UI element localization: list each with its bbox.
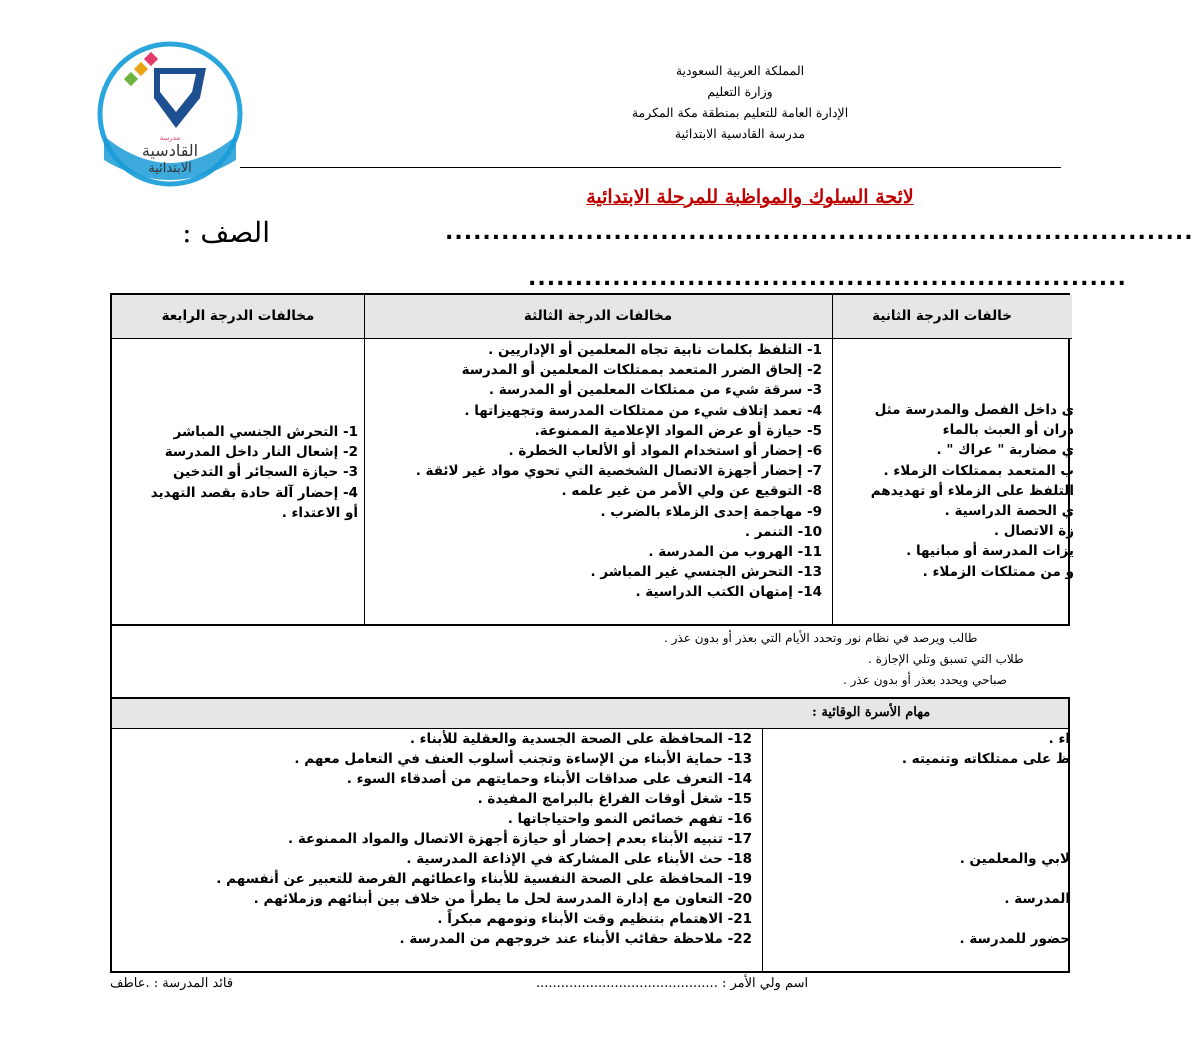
list-item: 13- التحرش الجنسي غير المباشر . [590, 564, 822, 581]
list-item: 2- إشعال النار داخل المدرسة [164, 444, 358, 461]
list-item: اء . [1048, 731, 1070, 747]
second-degree-list [834, 400, 1074, 582]
list-item: التلفظ على الزملاء أو تهديدهم [870, 482, 1074, 499]
note-line: طلاب التي تسبق وتلي الإجازة . [868, 652, 1024, 666]
principal-name: قائد المدرسة : .عاطف [110, 976, 234, 991]
list-item: 6- إحضار أو استخدام المواد أو الألعاب الخطرة . [508, 443, 822, 460]
fourth-degree-list [112, 422, 358, 523]
svg-text:مدرسة: مدرسة [159, 134, 181, 142]
list-item: حضور للمدرسة . [959, 931, 1070, 947]
parent-name-field: اسم ولي الأمر : ............................................ [536, 976, 809, 991]
violations-table [110, 293, 1074, 626]
header-second-degree: خالفات الدرجة الثانية [832, 295, 1072, 339]
list-item: 15- شغل أوقات الفراغ بالبرامج المفيدة . [477, 791, 752, 807]
list-item: 17- تنبيه الأبناء بعدم إحضار أو حيازة أجهزة الاتصال والمواد الممنوعة . [287, 831, 752, 847]
attendance-notes [110, 626, 1072, 698]
third-degree-list [364, 340, 822, 603]
family-duties-right-list [764, 729, 1070, 949]
column-divider [762, 729, 763, 971]
family-duties-table [110, 697, 1070, 973]
family-duties-left-list [112, 729, 752, 949]
signature-footer [110, 976, 1060, 1000]
list-item: و من ممتلكات الزملاء . [922, 563, 1074, 580]
list-item: 21- الاهتمام بتنظيم وقت الأبناء ونومهم مبكراً . [437, 911, 752, 927]
list-item: ظ على ممتلكاته وتنميته . [901, 751, 1070, 767]
list-item [764, 829, 1070, 849]
list-item [764, 789, 1070, 809]
header-line: وزارة التعليم [707, 84, 773, 99]
list-item: 2- إلحاق الضرر المتعمد بممتلكات المعلمين أو المدرسة [461, 362, 822, 379]
list-item: 4- تعمد إتلاف شيء من ممتلكات المدرسة وتجهيزاتها . [464, 402, 822, 419]
document-title: لائحة السلوك والمواظبة للمرحلة الابتدائية [586, 186, 914, 208]
list-item [764, 809, 1070, 829]
list-item: 3- سرقة شيء من ممتلكات المعلمين أو المدرسة . [488, 382, 822, 399]
list-item: ي الحصة الدراسية . [944, 503, 1074, 520]
list-item: 8- التوقيع عن ولي الأمر من غير علمه . [561, 483, 822, 500]
list-item: 1- التلفظ بكلمات نابية تجاه المعلمين أو الإداريين . [488, 342, 822, 358]
list-item: المدرسة . [1004, 891, 1070, 907]
header-line: مدرسة القادسية الابتدائية [674, 126, 806, 141]
class-label: الصف : [182, 216, 270, 249]
list-item: ى داخل الفصل والمدرسة مثل [874, 402, 1074, 418]
name-dotted-line: ................................................................................ [445, 220, 1194, 245]
name-dotted-line-2: ................................................................ [528, 266, 1127, 291]
list-item: 22- ملاحظة حقائب الأبناء عند خروجهم من المدرسة . [399, 931, 752, 947]
school-logo [96, 40, 244, 188]
family-duties-header [112, 699, 1068, 729]
list-item: أو الاعتداء . [281, 504, 358, 521]
list-item [764, 769, 1070, 789]
list-item: 16- تفهم خصائص النمو واحتياجاتها . [507, 811, 752, 827]
list-item: لابي والمعلمين . [959, 851, 1070, 867]
list-item: زة الاتصال . [993, 523, 1074, 540]
list-item: يزات المدرسة أو مبانيها . [906, 543, 1074, 560]
list-item: 19- المحافظة على الصحة النفسية للأبناء واعطائهم الفرصة للتعبير عن أنفسهم . [216, 871, 752, 887]
list-item: 4- إحضار آلة حادة بقصد التهديد [150, 484, 358, 501]
list-item [764, 869, 1070, 889]
list-item: دران أو العبث بالماء [942, 422, 1074, 439]
list-item: 11- الهروب من المدرسة . [648, 544, 822, 561]
header-divider [240, 167, 1061, 168]
list-item: 13- حماية الأبناء من الإساءة وتجنب أسلوب العنف في التعامل معهم . [294, 751, 752, 767]
list-item: 18- حث الأبناء على المشاركة في الإذاعة المدرسية . [406, 851, 752, 867]
list-item [764, 909, 1070, 929]
list-item: 5- حيازة أو عرض المواد الإعلامية الممنوعة. [534, 422, 822, 439]
list-item: 7- إحضار أجهزة الاتصال الشخصية التي تحوي مواد غير لائقة . [415, 463, 822, 480]
list-item: 14- التعرف على صداقات الأبناء وحمايتهم من أصدقاء السوء . [346, 771, 752, 787]
list-item: 14- إمتهان الكتب الدراسية . [635, 584, 822, 601]
family-duties-title: مهام الأسرة الوقائية : [812, 705, 931, 720]
header-third-degree: مخالفات الدرجة الثالثة [364, 295, 832, 339]
list-item: 12- المحافظة على الصحة الجسدية والعقلية للأبناء . [409, 731, 752, 747]
list-item: 1- التحرش الجنسي المباشر [173, 424, 358, 440]
ministry-header [560, 60, 920, 144]
column-divider [832, 295, 833, 624]
header-fourth-degree: مخالفات الدرجة الرابعة [112, 295, 364, 339]
list-item: ب المتعمد بممتلكات الزملاء . [883, 462, 1074, 479]
note-line: طالب ويرصد في نظام نور وتحدد الأيام التي بعذر أو بدون عذر . [664, 631, 978, 645]
list-item: ي مضاربة " عراك " . [936, 442, 1074, 459]
note-line: صباحي ويحدد بعذر أو بدون عذر . [843, 673, 1007, 687]
list-item: 10- التنمر . [744, 523, 822, 540]
header-line: المملكة العربية السعودية [675, 63, 805, 78]
header-line: الإدارة العامة للتعليم بمنطقة مكة المكرمة [631, 105, 849, 120]
svg-text:القادسية: القادسية [141, 141, 199, 160]
svg-text:الابتدائية: الابتدائية [148, 161, 192, 176]
list-item: 20- التعاون مع إدارة المدرسة لحل ما يطرأ من خلاف بين أبنائهم وزملائهم . [253, 891, 752, 907]
list-item: 9- مهاجمة إحدى الزملاء بالضرب . [600, 503, 822, 520]
list-item: 3- حيازة السجائر أو التدخين [173, 464, 358, 481]
